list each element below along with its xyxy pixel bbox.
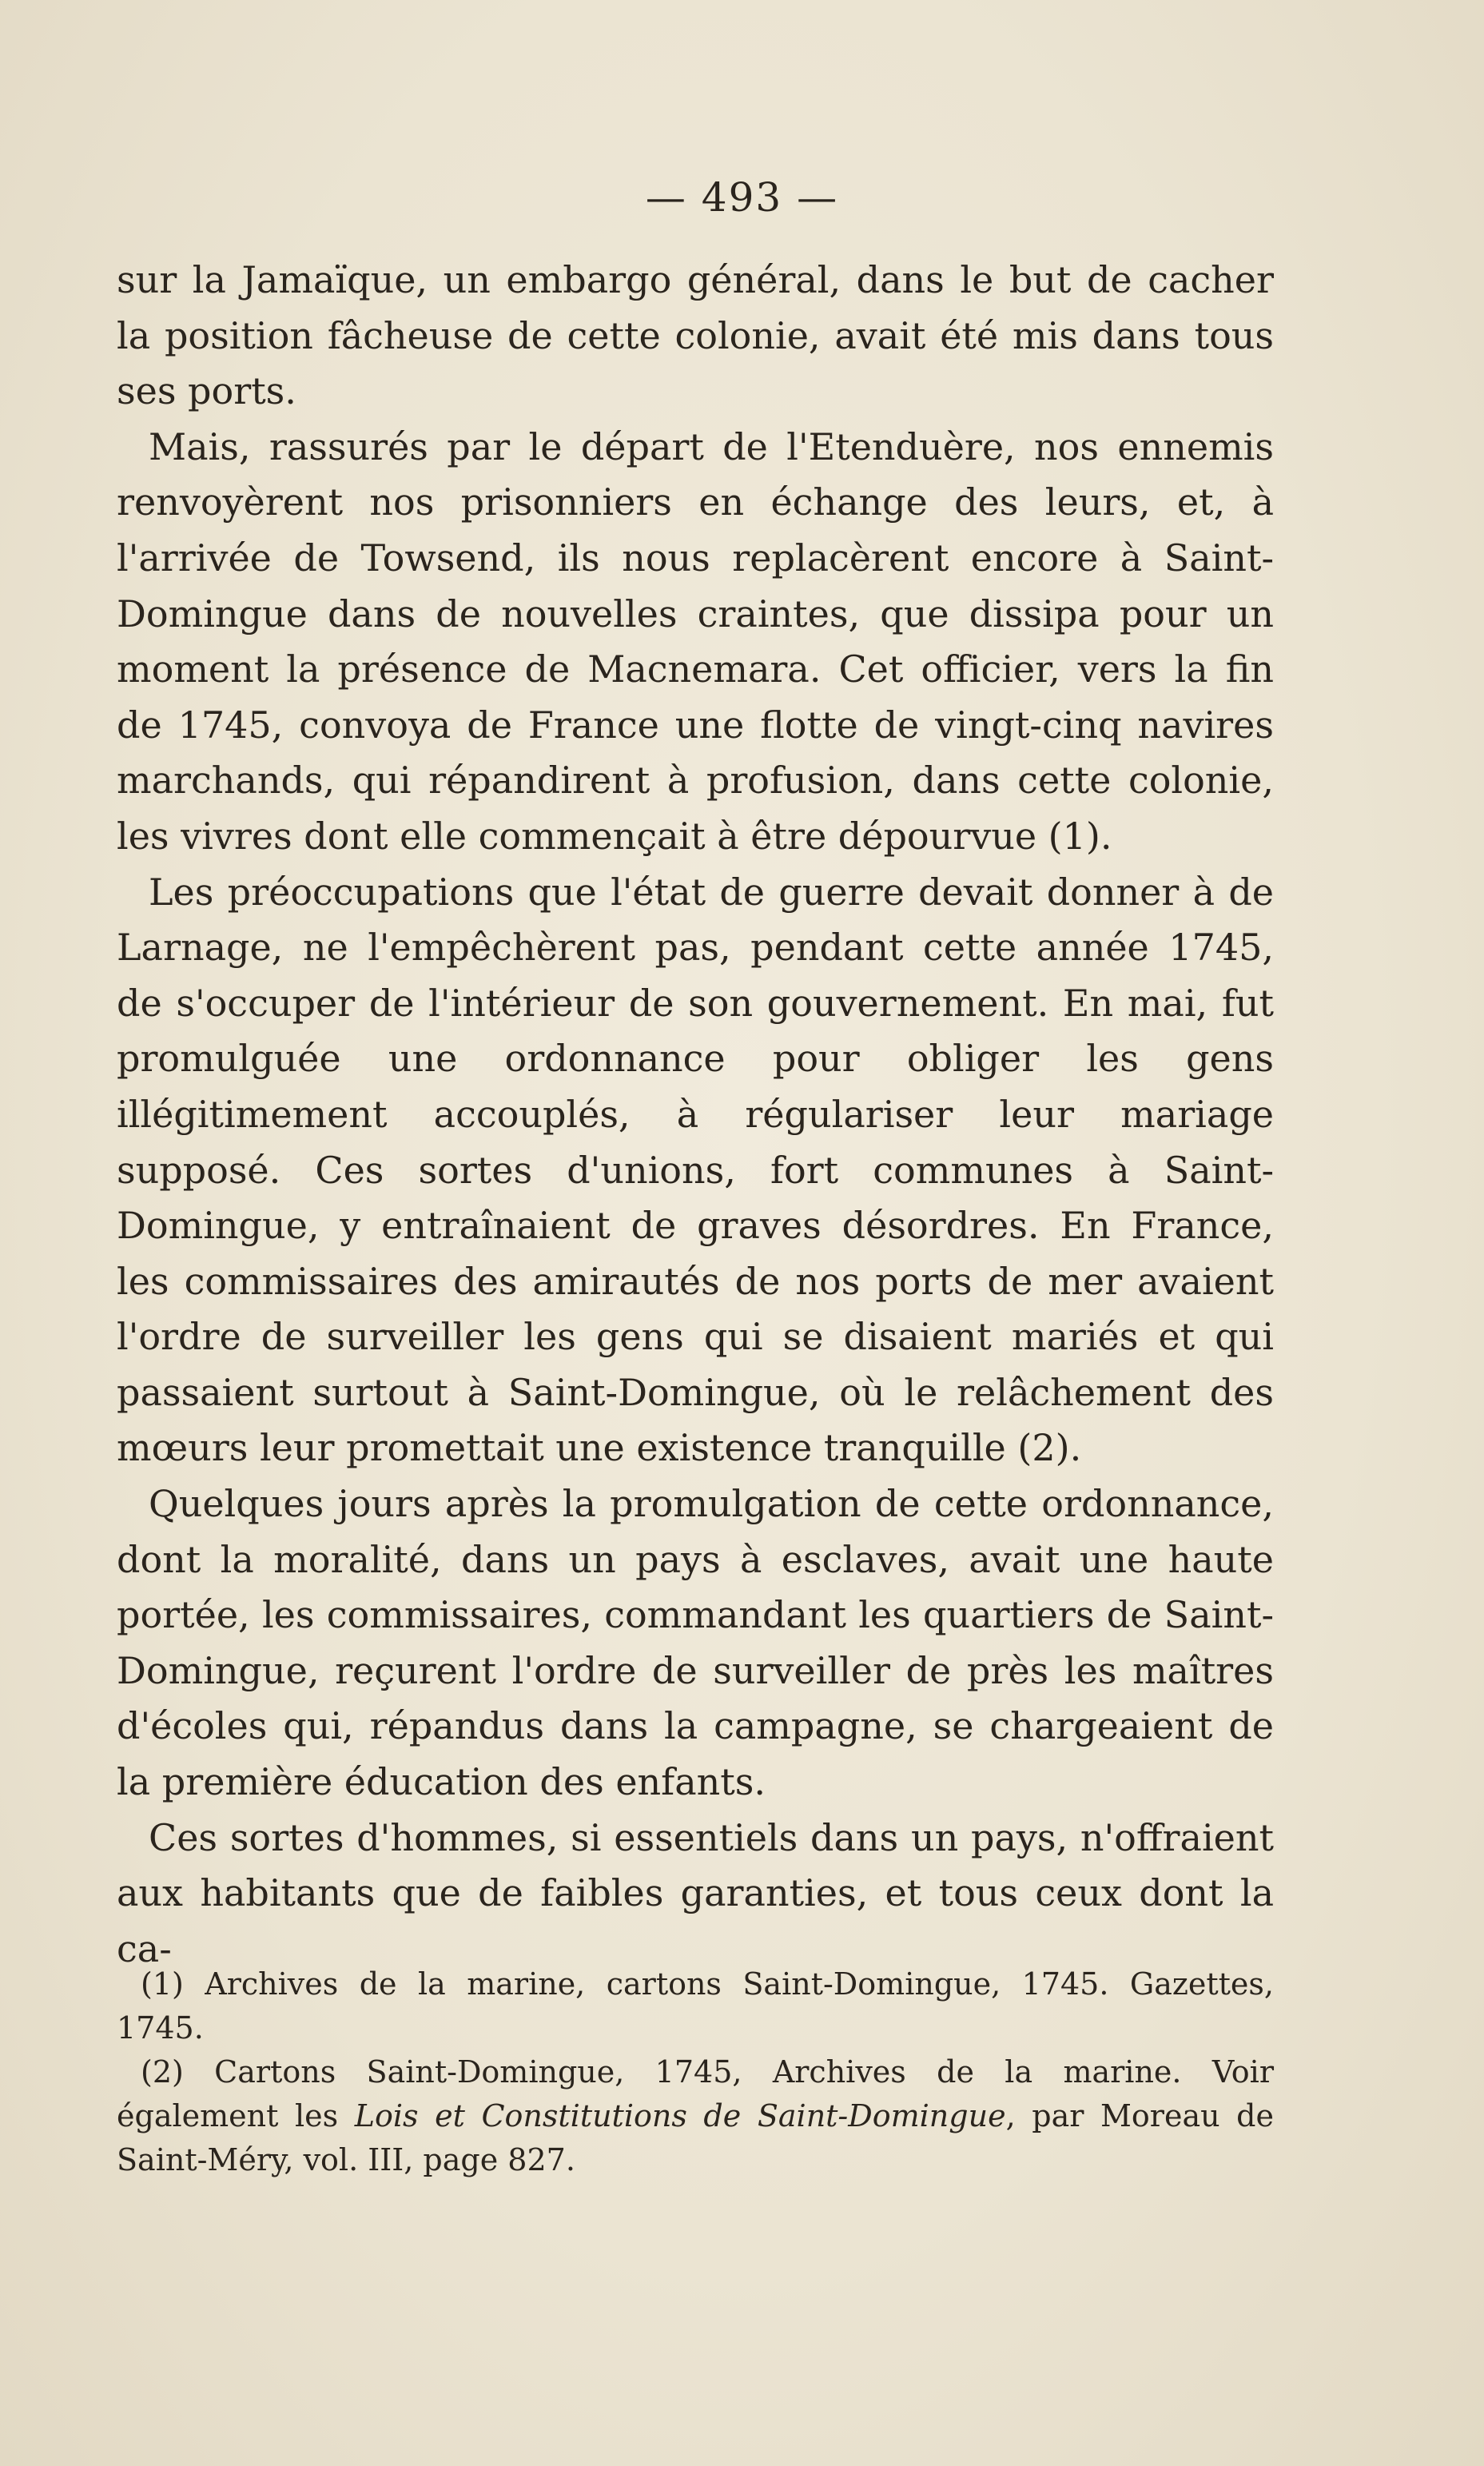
footnote-2 — [117, 2050, 1274, 2182]
paragraph: Les préoccupations que l'état de guerre devait donner à de Larnage, ne l'empêchèrent pas, pendant cette année 1745, de s'occuper de l'intérieur de son gouvernement. En mai, fut promulguée une ordonnance pour obliger les gens illégitimement accouplés, à régulariser leur mariage supposé. Ces sortes d'unions, fort communes à Saint-Domingue, y entraînaient de graves désordres. En France, les commissaires des amirautés de nos ports de mer avaient l'ordre de surveiller les gens qui se disaient mariés et qui passaient surtout à Saint-Domingue, où le relâchement des mœurs leur promettait une existence tranquille (2). — [117, 870, 1274, 1470]
footnote-1: (1) Archives de la marine, cartons Saint-Domingue, 1745. Gazettes, 1745. — [117, 1966, 1274, 2046]
footnote-2-text-before: (2) Cartons Saint-Domingue, 1745, Archives de la marine. Voir également les — [117, 2054, 1274, 2133]
footnote-2-text-after: , par Moreau de Saint-Méry, vol. III, page 827. — [117, 2098, 1274, 2177]
footnotes — [117, 1962, 1274, 2182]
paragraph: Ces sortes d'hommes, si essentiels dans un pays, n'offraient aux habitants que de faibles garanties, et tous ceux dont la ca- — [117, 1815, 1274, 1970]
paragraph-continuation: sur la Jamaïque, un embargo général, dans le but de cacher la position fâcheuse de cette colonie, avait été mis dans tous ses ports. — [117, 258, 1274, 413]
page-number: — 493 — — [645, 174, 839, 221]
paragraph: Quelques jours après la promulgation de cette ordonnance, dont la moralité, dans un pays à esclaves, avait une haute portée, les commissaires, commandant les quartiers de Saint-Domingue, reçurent l'ordre de surveiller de près les maîtres d'écoles qui, répandus dans la campagne, se chargeaient de la première éducation des enfants. — [117, 1482, 1274, 1804]
footnote-2-italic-title: Lois et Constitutions de Saint-Domingue — [354, 2098, 1006, 2133]
paragraph: Mais, rassurés par le départ de l'Etenduère, nos ennemis renvoyèrent nos prisonniers en échange des leurs, et, à l'arrivée de Towsend, ils nous replacèrent encore à Saint-Domingue dans de nouvelles craintes, que dissipa pour un moment la présence de Macnemara. Cet officier, vers la fin de 1745, convoya de France une flotte de vingt-cinq navires marchands, qui répandirent à profusion, dans cette colonie, les vivres dont elle commençait à être dépourvue (1). — [117, 424, 1274, 858]
body-text — [117, 253, 1274, 1977]
